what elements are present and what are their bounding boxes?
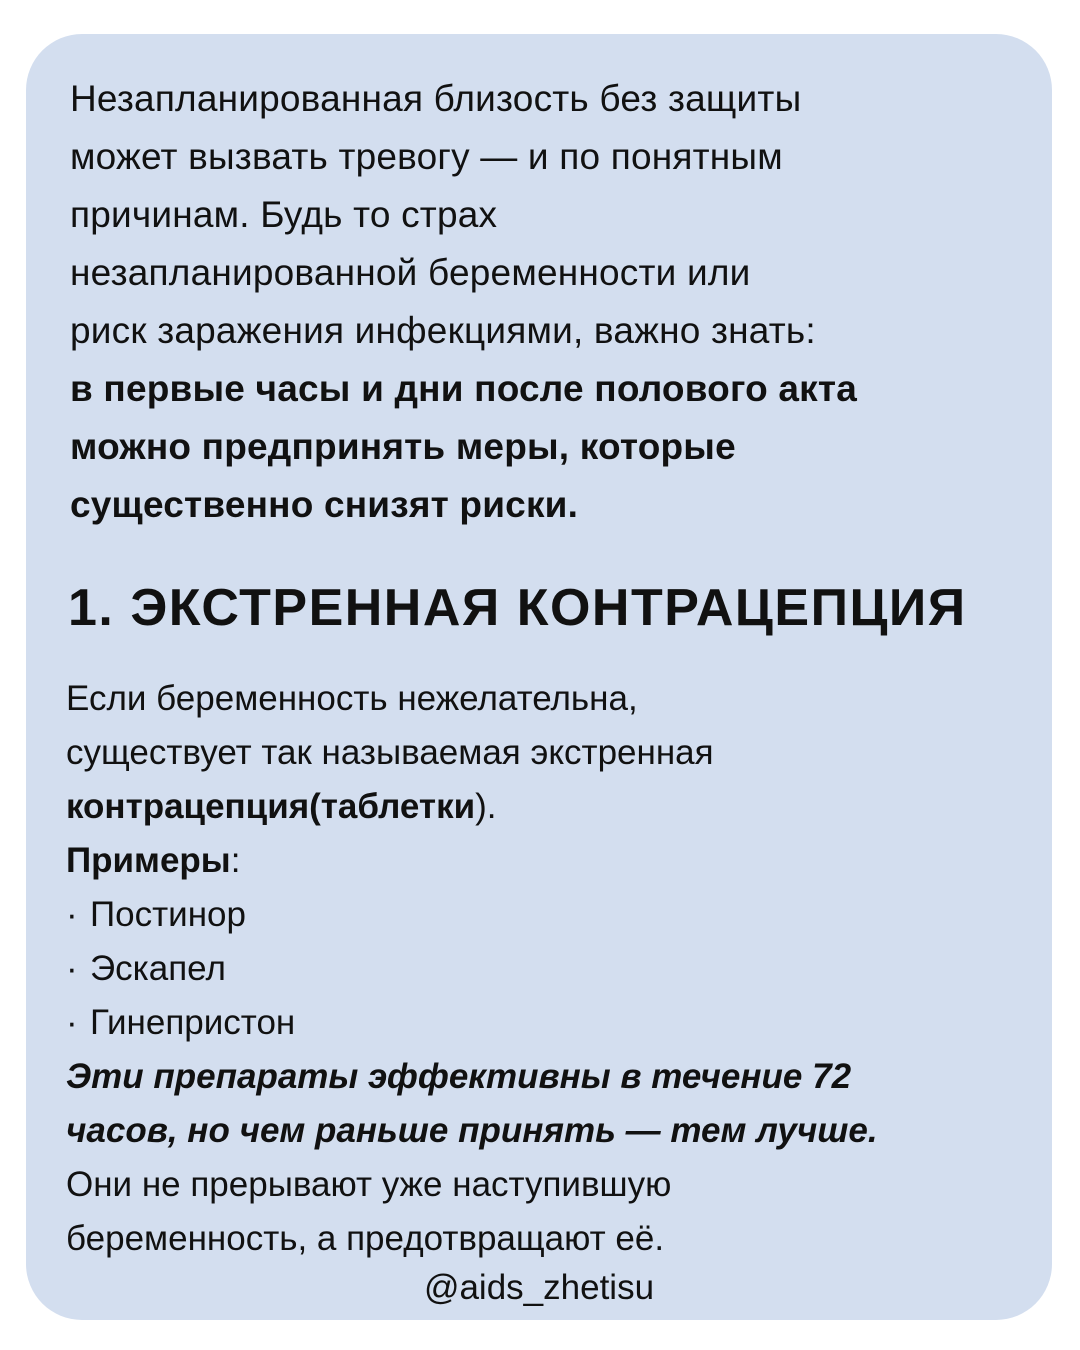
- list-item-label: Эскапел: [90, 949, 226, 988]
- intro-bold-line: в первые часы и дни после полового акта: [70, 368, 857, 409]
- list-item: [66, 996, 1026, 1050]
- examples-label: Примеры: [66, 841, 231, 880]
- examples-heading: [66, 834, 1026, 888]
- examples-colon: :: [230, 841, 241, 880]
- body-line: существует так называемая экстренная: [66, 733, 714, 772]
- closing-line: беременность, а предотвращают её.: [66, 1219, 665, 1258]
- emphasis-line: часов, но чем раньше принять — тем лучше.: [66, 1111, 878, 1150]
- intro-line: может вызвать тревогу — и по понятным: [70, 136, 783, 177]
- content-card: [26, 34, 1052, 1320]
- section-body: [66, 672, 1026, 1266]
- list-item-label: Постинор: [90, 895, 246, 934]
- list-item-label: Гинепристон: [90, 1003, 296, 1042]
- contraception-term-end: ).: [475, 787, 497, 826]
- bullet-icon: ·: [66, 895, 78, 934]
- intro-bold-line: существенно снизят риски.: [70, 484, 579, 525]
- body-line: Если беременность нежелательна,: [66, 679, 638, 718]
- intro-paragraph: [70, 70, 1030, 534]
- bullet-icon: ·: [66, 949, 78, 988]
- contraception-term: контрацепция(таблетки: [66, 787, 476, 826]
- bullet-icon: ·: [66, 1003, 78, 1042]
- account-handle: @aids_zhetisu: [423, 1268, 655, 1307]
- emphasis-line: Эти препараты эффективны в течение 72: [66, 1057, 852, 1096]
- list-item: [66, 888, 1026, 942]
- list-item: [66, 942, 1026, 996]
- intro-line: незапланированной беременности или: [70, 252, 751, 293]
- intro-line: Незапланированная близость без защиты: [70, 78, 802, 119]
- closing-line: Они не прерывают уже наступившую: [66, 1165, 672, 1204]
- intro-bold-line: можно предпринять меры, которые: [70, 426, 736, 467]
- intro-line: причинам. Будь то страх: [70, 194, 498, 235]
- intro-line: риск заражения инфекциями, важно знать:: [70, 310, 816, 351]
- section-title: 1. ЭКСТРЕННАЯ КОНТРАЦЕПЦИЯ: [68, 579, 967, 637]
- body-line-contraception: [66, 780, 1026, 834]
